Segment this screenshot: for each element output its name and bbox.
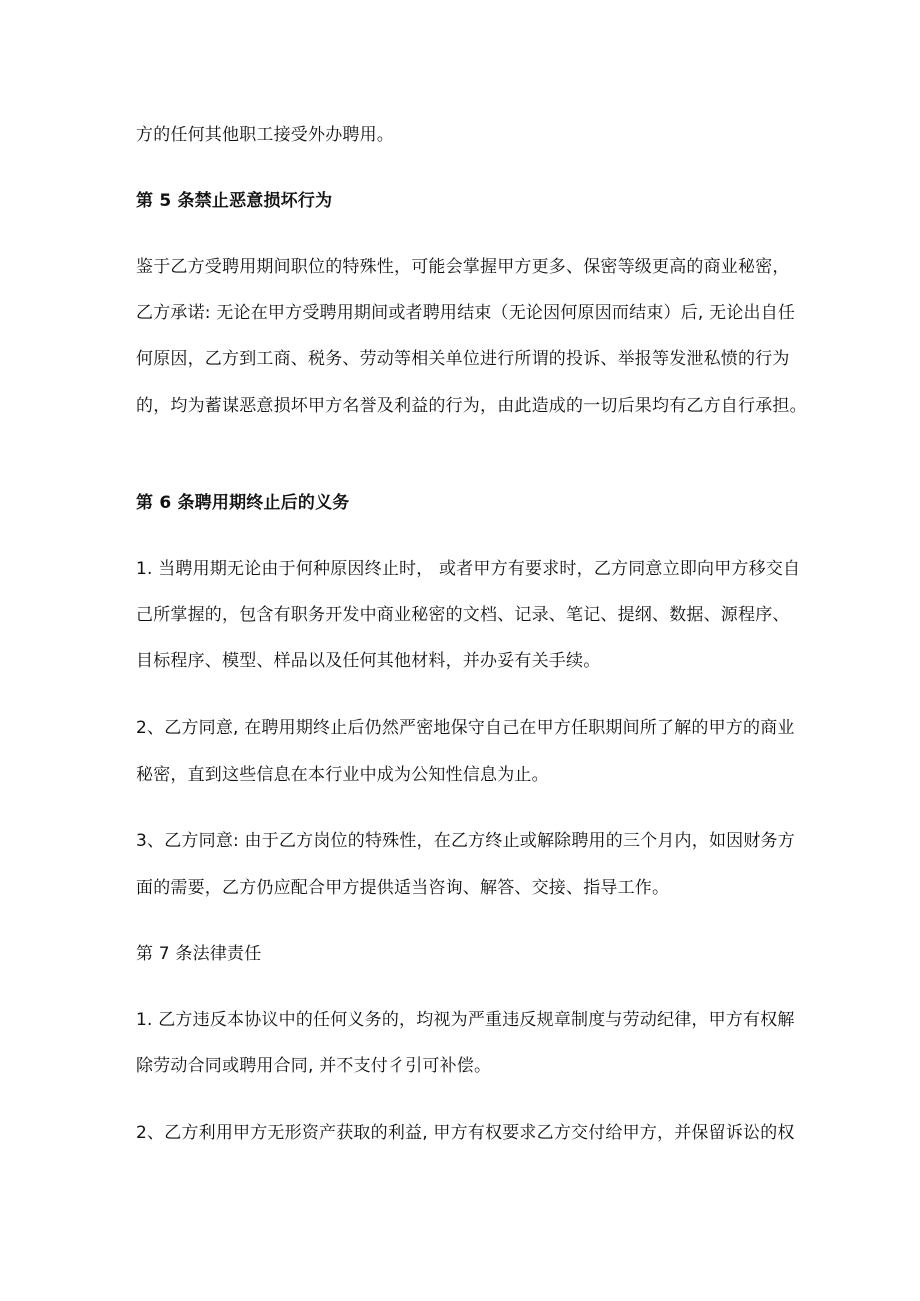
paragraph-line: 3、乙方同意: 由于乙方岗位的特殊性，在乙方终止或解除聘用的三个月内，如因财务方 bbox=[136, 831, 795, 851]
section-heading-7: 第 7 条法律责任 bbox=[136, 944, 262, 964]
paragraph-line: 面的需要，乙方仍应配合甲方提供适当咨询、解答、交接、指导工作。 bbox=[136, 878, 670, 898]
paragraph-line: 1. 当聘用期无论由于何种原因终止时， 或者甲方有要求时，乙方同意立即向甲方移交自 bbox=[136, 559, 801, 579]
paragraph-line: 方的任何其他职工接受外办聘用。 bbox=[136, 125, 394, 145]
paragraph-line: 乙方承诺: 无论在甲方受聘用期间或者聘用结束（无论因何原因而结束）后, 无论出自任 bbox=[136, 303, 796, 323]
paragraph-line: 除劳动合同或聘用合同, 并不支付彳引可补偿。 bbox=[136, 1056, 492, 1076]
paragraph-line: 2、乙方利用甲方无形资产获取的利益, 甲方有权要求乙方交付给甲方，并保留诉讼的权 bbox=[136, 1123, 795, 1143]
paragraph-line: 何原因，乙方到工商、税务、劳动等相关单位进行所谓的投诉、举报等发泄私愤的行为 bbox=[136, 349, 790, 369]
section-heading-5: 第 5 条禁止恶意损坏行为 bbox=[136, 191, 333, 211]
paragraph-line: 的，均为蓄谋恶意损坏甲方名誉及利益的行为，由此造成的一切后果均有乙方自行承担。 bbox=[136, 396, 807, 416]
paragraph-line: 2、乙方同意, 在聘用期终止后仍然严密地保守自己在甲方任职期间所了解的甲方的商业 bbox=[136, 718, 795, 738]
paragraph-line: 目标程序、模型、样品以及任何其他材料，并办妥有关手续。 bbox=[136, 651, 601, 671]
paragraph-line: 1. 乙方违反本协议中的任何义务的，均视为严重违反规章制度与劳动纪律，甲方有权解 bbox=[136, 1010, 795, 1030]
paragraph-line: 鉴于乙方受聘用期间职位的特殊性，可能会掌握甲方更多、保密等级更高的商业秘密， bbox=[136, 257, 790, 277]
paragraph-line: 秘密，直到这些信息在本行业中成为公知性信息为止。 bbox=[136, 765, 549, 785]
section-heading-6: 第 6 条聘用期终止后的义务 bbox=[136, 493, 350, 513]
paragraph-line: 己所掌握的，包含有职务开发中商业秘密的文档、记录、笔记、提纲、数据、源程序、 bbox=[136, 605, 790, 625]
